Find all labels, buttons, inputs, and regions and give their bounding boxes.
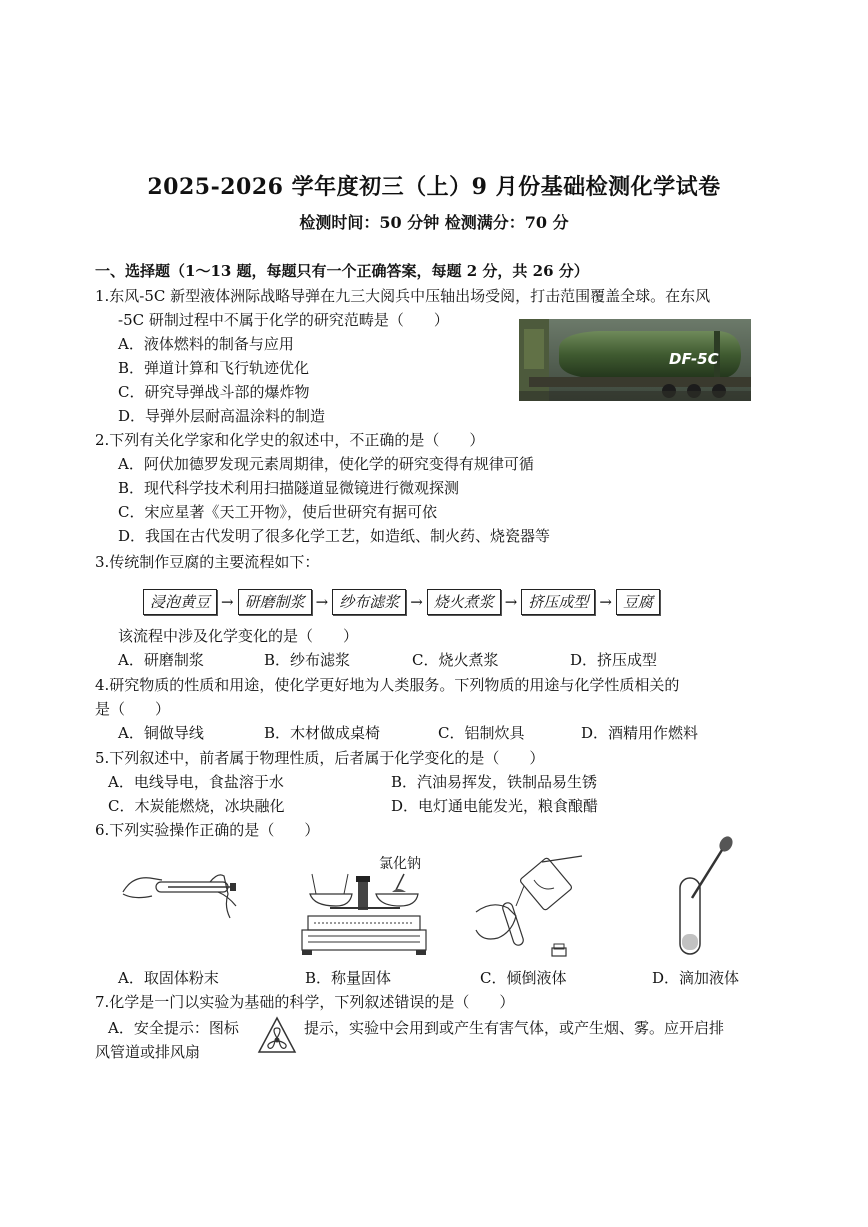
q6-option-b: B．称量固体 (305, 969, 392, 987)
q4-line1: 4.研究物质的性质和用途，使化学更好地为人类服务。下列物质的用途与化学性质相关的 (95, 676, 680, 694)
drop-liquid-image (672, 834, 742, 958)
q4-option-d: D．酒精用作燃料 (581, 724, 699, 742)
flow-arrow: → (599, 593, 612, 611)
flow-step-1: 浸泡黄豆 (143, 589, 217, 615)
flow-step-4: 烧火煮浆 (427, 589, 501, 615)
flow-arrow: → (221, 593, 234, 611)
q1-option-a: A．液体燃料的制备与应用 (118, 335, 294, 353)
balance-label: 氯化钠 (379, 856, 421, 872)
q1-option-b: B．弹道计算和飞行轨迹优化 (118, 359, 310, 377)
q1-option-c: C．研究导弹战斗部的爆炸物 (118, 383, 310, 401)
q1-line1: 1.东风-5C 新型液体洲际战略导弹在九三大阅兵中压轴出场受阅，打击范围覆盖全球。在东风 (95, 287, 711, 305)
q2-option-a: A．阿伏加德罗发现元素周期律，使化学的研究变得有规律可循 (118, 455, 534, 473)
q5-option-c: C．木炭能燃烧，冰块融化 (108, 797, 285, 815)
q7-option-a-part1: A．安全提示：图标 (108, 1019, 239, 1037)
q4-option-a: A．铜做导线 (118, 724, 204, 742)
take-powder-image (118, 862, 248, 924)
missile-label: DF-5C (669, 350, 719, 368)
exam-title: 2025-2026 学年度初三（上）9 月份基础检测化学试卷 (147, 174, 721, 200)
flow-arrow: → (410, 593, 423, 611)
q5-option-d: D．电灯通电能发光，粮食酿醋 (391, 797, 599, 815)
q7-stem: 7.化学是一门以实验为基础的科学，下列叙述错误的是（ ） (95, 993, 515, 1011)
missile-photo (519, 319, 751, 401)
flow-arrow: → (504, 593, 518, 611)
q5-stem: 5.下列叙述中，前者属于物理性质，后者属于化学变化的是（ ） (95, 749, 545, 767)
q4-option-b: B．木材做成桌椅 (264, 724, 381, 742)
q3-option-c: C．烧火煮浆 (412, 651, 499, 669)
q7-option-a-line2: 风管道或排风扇 (95, 1043, 201, 1061)
q3-option-d: D．挤压成型 (570, 651, 658, 669)
q4-line2: 是（ ） (95, 700, 171, 718)
q3-option-b: B．纱布滤浆 (264, 651, 351, 669)
q1-line2: -5C 研制过程中不属于化学的研究范畴是（ ） (118, 311, 449, 329)
weigh-solid-image (300, 866, 428, 956)
pour-liquid-image (472, 852, 592, 960)
q6-stem: 6.下列实验操作正确的是（ ） (95, 821, 320, 839)
q2-option-d: D．我国在古代发明了很多化学工艺，如造纸、制火药、烧瓷器等 (118, 527, 551, 545)
q2-stem: 2.下列有关化学家和化学史的叙述中，不正确的是（ ） (95, 431, 485, 449)
q3-option-a: A．研磨制浆 (118, 651, 204, 669)
q7-option-a-part2: 提示，实验中会用到或产生有害气体，或产生烟、雾。应开启排 (304, 1019, 725, 1037)
q2-option-c: C．宋应星著《天工开物》，使后世研究有据可依 (118, 503, 437, 521)
q6-option-d: D．滴加液体 (652, 969, 740, 987)
q5-option-b: B．汽油易挥发，铁制品易生锈 (391, 773, 598, 791)
q5-option-a: A．电线导电，食盐溶于水 (108, 773, 284, 791)
q4-option-c: C．铝制炊具 (438, 724, 525, 742)
q6-option-a: A．取固体粉末 (118, 969, 219, 987)
tofu-flowchart (143, 588, 660, 616)
flow-step-3: 纱布滤浆 (332, 589, 406, 615)
flow-step-6: 豆腐 (616, 589, 660, 615)
q3-sub: 该流程中涉及化学变化的是（ ） (118, 627, 359, 645)
q6-option-c: C．倾倒液体 (480, 969, 567, 987)
q2-option-b: B．现代科学技术利用扫描隧道显微镜进行微观探测 (118, 479, 460, 497)
exam-subtitle: 检测时间：50 分钟 检测满分：70 分 (299, 213, 569, 232)
section-heading: 一、选择题（1～13 题，每题只有一个正确答案，每题 2 分，共 26 分） (95, 262, 589, 280)
flow-arrow: → (315, 593, 329, 611)
q3-stem: 3.传统制作豆腐的主要流程如下： (95, 553, 320, 571)
flow-step-2: 研磨制浆 (238, 589, 312, 615)
flow-step-5: 挤压成型 (521, 589, 595, 615)
ventilation-fan-icon (257, 1016, 297, 1056)
q1-option-d: D．导弹外层耐高温涂料的制造 (118, 407, 326, 425)
